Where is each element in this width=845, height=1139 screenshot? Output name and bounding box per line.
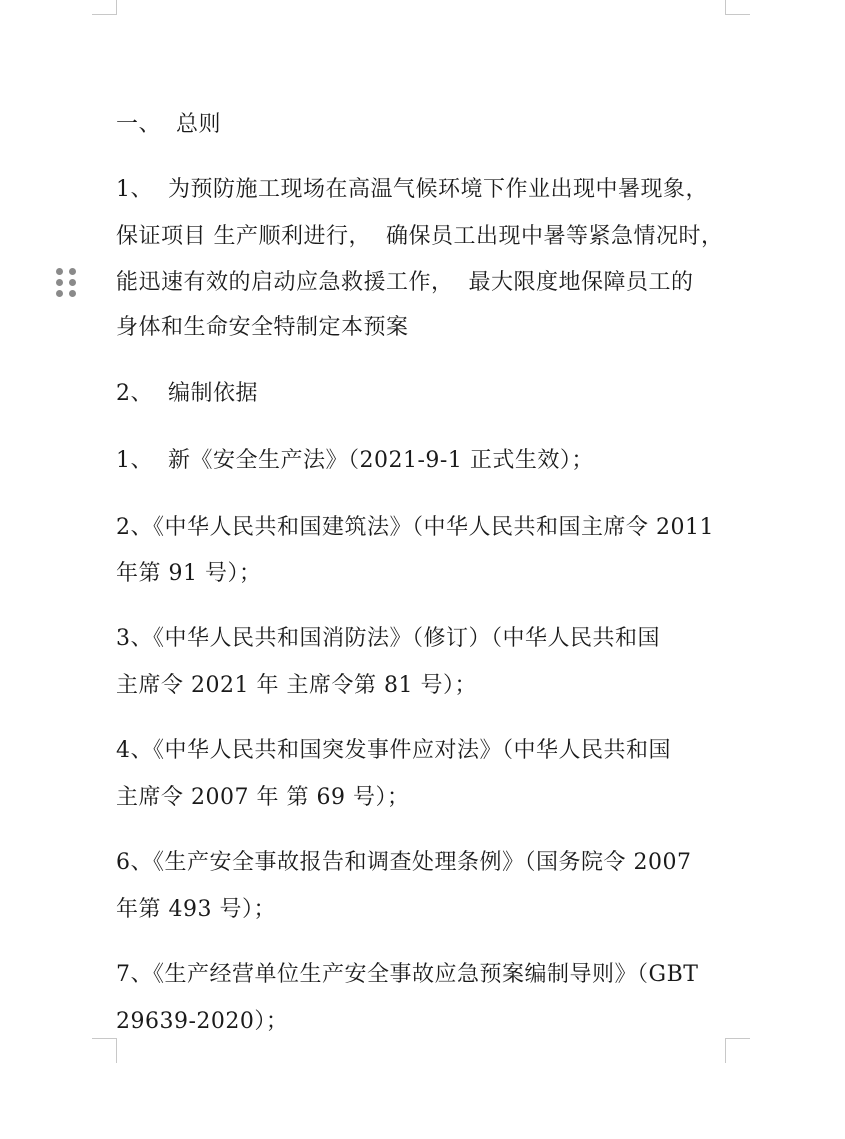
drag-dot [69,290,76,297]
paragraph-line: 能迅速有效的启动应急救援工作， 最大限度地保障员工的 [116,270,694,295]
drag-dot [56,279,63,286]
drag-handle-icon[interactable] [56,268,76,298]
paragraph-line: 1、 为预防施工现场在高温气候环境下作业出现中暑现象， [116,177,708,202]
section-heading-basis: 2、 编制依据 [116,381,258,406]
page-corner-mark-bottom-left [92,1038,117,1063]
list-item: 4、《中华人民共和国突发事件应对法》（中华人民共和国 [116,738,671,763]
section-heading-general: 一、 总则 [116,112,221,137]
drag-dot [56,290,63,297]
drag-dot [69,268,76,275]
list-item-continuation: 29639-2020）； [116,1009,289,1034]
page-corner-mark-bottom-right [725,1038,750,1063]
list-item: 2、《中华人民共和国建筑法》（中华人民共和国主席令 2011 [116,515,714,540]
list-item: 6、《生产安全事故报告和调查处理条例》（国务院令 2007 [116,850,692,875]
paragraph-line: 身体和生命安全特制定本预案 [116,315,409,340]
drag-dot [69,279,76,286]
list-item: 3、《中华人民共和国消防法》（修订）（中华人民共和国 [116,626,660,651]
list-item-continuation: 主席令 2007 年 第 69 号）； [116,785,410,810]
list-item-continuation: 年第 493 号）； [116,897,276,922]
page-corner-mark-top-right [725,0,750,15]
list-item: 7、《生产经营单位生产安全事故应急预案编制导则》（GBT [116,962,699,987]
page-corner-mark-top-left [92,0,117,15]
drag-dot [56,268,63,275]
list-item: 1、 新《安全生产法》（2021-9-1 正式生效）； [116,448,594,473]
list-item-continuation: 年第 91 号）； [116,561,262,586]
paragraph-line: 保证项目 生产顺利进行， 确保员工出现中暑等紧急情况时， [116,224,724,249]
list-item-continuation: 主席令 2021 年 主席令第 81 号）； [116,673,477,698]
